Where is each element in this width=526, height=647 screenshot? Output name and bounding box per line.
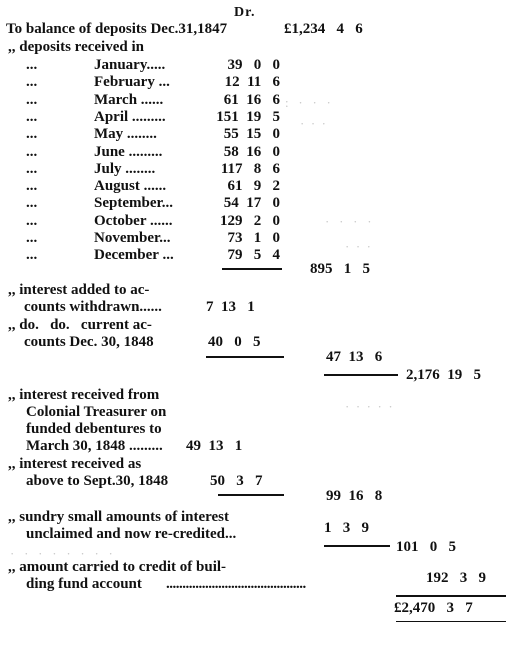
month-mark: ... (26, 195, 38, 211)
colonial-total: 99 16 8 (326, 488, 383, 504)
colonial-sept-line1: ,, interest received as (8, 456, 142, 472)
sundry-line2: unclaimed and now re-credited... (26, 526, 237, 542)
balance-amount: £1,234 4 6 (284, 21, 363, 37)
month-mark: ... (26, 109, 38, 125)
grand-total-rule (396, 595, 506, 597)
building-amount: 192 3 9 (426, 570, 486, 586)
interest-withdrawn-line2: counts withdrawn...... (24, 299, 162, 315)
month-mark: ... (26, 178, 38, 194)
month-mark: ... (26, 213, 38, 229)
interest-withdrawn-amount: 7 13 1 (206, 299, 255, 315)
column-header: Dr. (234, 5, 256, 20)
interest-withdrawn-line1: ,, interest added to ac- (8, 282, 150, 298)
bleed-mark: · · · · · · · · (10, 546, 113, 561)
balance-label: To balance of deposits Dec.31,1847 (6, 21, 228, 37)
interest-rule (206, 356, 284, 358)
colonial-line1: ,, interest received from (8, 387, 160, 403)
sundry-total: 101 0 5 (396, 539, 456, 555)
month-name: April ......... (94, 109, 166, 125)
month-amount: 12 11 6 (224, 74, 280, 90)
deposits-heading: ,, deposits received in (8, 39, 144, 55)
month-mark: ... (26, 230, 38, 246)
grand-total-double-rule (396, 621, 506, 622)
building-leader: ........................................... (166, 576, 306, 592)
month-name: August ...... (94, 178, 167, 194)
interest-total: 47 13 6 (326, 349, 383, 365)
interest-current-line2: counts Dec. 30, 1848 (24, 334, 154, 350)
month-mark: ... (26, 57, 38, 73)
colonial-sept-amount: 50 3 7 (210, 473, 263, 489)
month-amount: 55 15 0 (223, 126, 280, 142)
month-amount: 79 5 4 (227, 247, 280, 263)
sundry-rule (324, 545, 390, 547)
colonial-line2: Colonial Treasurer on (26, 404, 167, 420)
month-name: November... (94, 230, 171, 246)
month-amount: 151 19 5 (216, 109, 280, 125)
month-amount: 58 16 0 (223, 144, 280, 160)
sundry-line1: ,, sundry small amounts of interest (8, 509, 229, 525)
bleed-mark: : · · · (285, 95, 331, 110)
deposits-rule (222, 268, 282, 270)
bleed-mark: · · · (345, 239, 371, 254)
month-name: January..... (94, 57, 166, 73)
interest-current-line1: ,, do. do. current ac- (8, 317, 152, 333)
month-mark: ... (26, 92, 38, 108)
colonial-amount: 49 13 1 (186, 438, 243, 454)
month-amount: 73 1 0 (227, 230, 280, 246)
month-amount: 61 16 6 (223, 92, 280, 108)
colonial-line4: March 30, 1848 ......... (26, 438, 163, 454)
month-name: March ...... (94, 92, 164, 108)
month-name: June ......... (94, 144, 163, 160)
subtotal-rule (324, 374, 398, 376)
sundry-amount: 1 3 9 (324, 520, 369, 536)
deposits-total: 895 1 5 (310, 261, 370, 277)
month-amount: 129 2 0 (220, 213, 280, 229)
bleed-mark: · · · · (325, 214, 372, 229)
month-name: September... (94, 195, 174, 211)
subtotal-amount: 2,176 19 5 (406, 367, 481, 383)
month-amount: 117 8 6 (220, 161, 280, 177)
grand-total: £2,470 3 7 (394, 600, 473, 616)
colonial-line3: funded debentures to (26, 421, 162, 437)
bleed-mark: · · · · · (345, 399, 393, 414)
month-name: May ........ (94, 126, 157, 142)
building-line1: ,, amount carried to credit of buil- (8, 559, 227, 575)
month-mark: ... (26, 144, 38, 160)
month-mark: ... (26, 126, 38, 142)
month-amount: 39 0 0 (227, 57, 280, 73)
bleed-mark: · · · (300, 116, 326, 131)
month-name: July ........ (94, 161, 156, 177)
month-mark: ... (26, 161, 38, 177)
month-mark: ... (26, 247, 38, 263)
month-mark: ... (26, 74, 38, 90)
building-line2: ding fund account (26, 576, 142, 592)
month-amount: 61 9 2 (227, 178, 280, 194)
month-name: December ... (94, 247, 174, 263)
month-name: October ...... (94, 213, 173, 229)
interest-current-amount: 40 0 5 (208, 334, 261, 350)
colonial-sept-line2: above to Sept.30, 1848 (26, 473, 169, 489)
month-amount: 54 17 0 (223, 195, 280, 211)
month-name: February ... (94, 74, 170, 90)
colonial-rule (218, 494, 284, 496)
